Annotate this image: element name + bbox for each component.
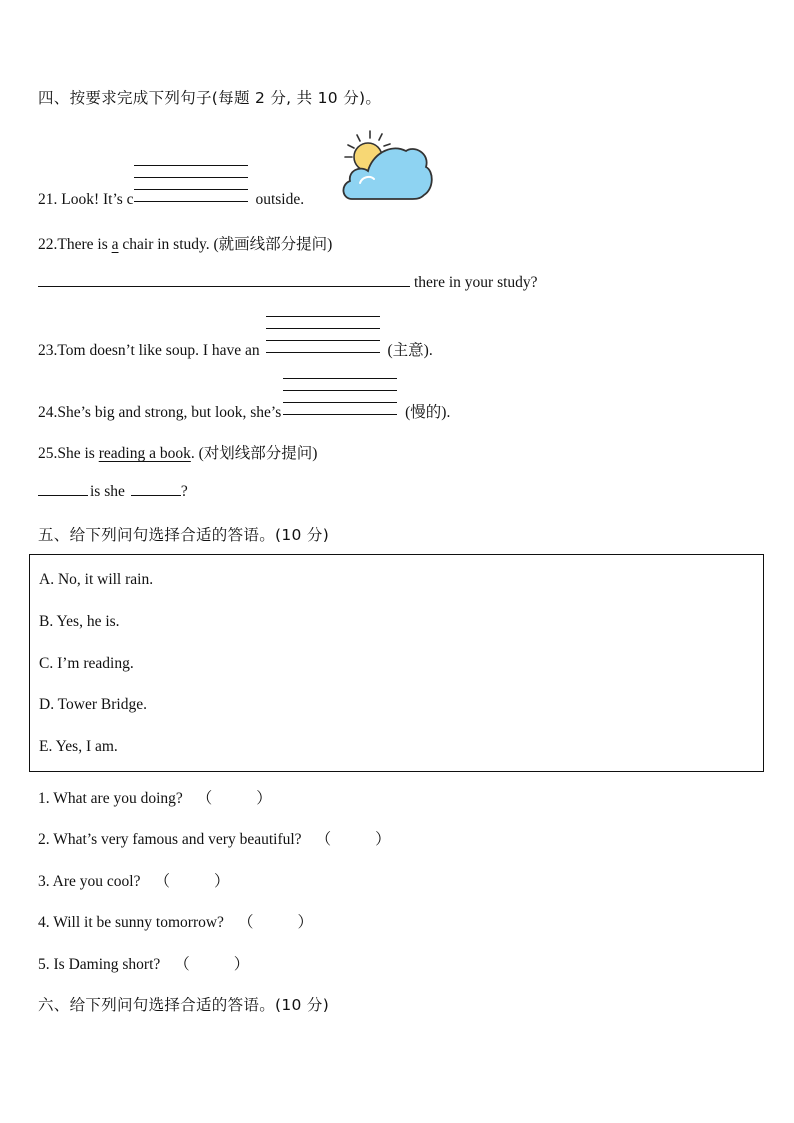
q22-underlined-word: a — [111, 236, 119, 253]
s5-q5-text: 5. Is Daming short? — [38, 956, 161, 973]
q25-text-pre: 25.She is — [38, 445, 99, 462]
section-4-title: 四、按要求完成下列句子(每题 2 分, 共 10 分)。 — [38, 89, 382, 107]
q23-text-pre: 23.Tom doesn’t like soup. I have an — [38, 342, 260, 359]
s5-question-4 — [38, 910, 313, 932]
q24-text-pre: 24.She’s big and strong, but look, she’s — [38, 404, 282, 421]
option-b: B. Yes, he is. — [39, 613, 120, 630]
q25-text-post: . (对划线部分提问) — [190, 445, 318, 462]
question-25-answer — [38, 483, 188, 501]
s5-q4-text: 4. Will it be sunny tomorrow? — [38, 914, 224, 931]
q25-answer-blank-1[interactable] — [38, 483, 88, 496]
s5-q2-answer-paren[interactable]: （ ） — [315, 831, 391, 848]
q22-answer-text: there in your study? — [414, 274, 538, 291]
option-a: A. No, it will rain. — [39, 571, 154, 588]
option-e: E. Yes, I am. — [39, 738, 118, 755]
s5-question-3 — [38, 869, 229, 891]
s5-q2-text: 2. What’s very famous and very beautiful? — [38, 831, 302, 848]
question-24 — [38, 400, 450, 422]
q25-answer-mid: is she — [90, 483, 125, 500]
q25-answer-blank-2[interactable] — [131, 483, 181, 496]
q23-text-post: (主意). — [387, 342, 433, 359]
option-d: D. Tower Bridge. — [39, 696, 147, 713]
q25-underlined-phrase: reading a book — [98, 445, 191, 462]
options-box — [29, 554, 764, 772]
q22-answer-blank[interactable] — [38, 274, 410, 287]
question-22 — [38, 232, 332, 254]
q24-answer-lines[interactable] — [283, 403, 397, 417]
question-21 — [38, 190, 304, 209]
question-22-answer — [38, 274, 538, 292]
section-6-title: 六、给下列问句选择合适的答语。(10 分) — [38, 996, 330, 1014]
s5-q3-text: 3. Are you cool? — [38, 873, 141, 890]
sun-behind-cloud-icon — [340, 127, 434, 205]
q25-answer-end: ? — [180, 483, 188, 500]
s5-q3-answer-paren[interactable]: （ ） — [154, 873, 230, 890]
q24-text-post: (慢的). — [405, 404, 451, 421]
q21-text-pre: 21. Look! It’s c — [38, 191, 134, 208]
q22-text-pre: 22.There is — [38, 236, 112, 253]
q21-text-post: outside. — [255, 191, 305, 208]
question-25 — [38, 441, 317, 463]
question-23 — [38, 338, 433, 360]
s5-question-2 — [38, 827, 391, 849]
section-5-title: 五、给下列问句选择合适的答语。(10 分) — [38, 526, 330, 544]
s5-q1-answer-paren[interactable]: （ ） — [196, 790, 272, 807]
s5-q4-answer-paren[interactable]: （ ） — [237, 914, 313, 931]
s5-q1-text: 1. What are you doing? — [38, 790, 183, 807]
q22-text-post: chair in study. (就画线部分提问) — [118, 236, 333, 253]
s5-q5-answer-paren[interactable]: （ ） — [174, 956, 250, 973]
option-c: C. I’m reading. — [39, 655, 134, 672]
s5-question-5 — [38, 952, 249, 974]
q21-answer-lines[interactable] — [134, 190, 248, 204]
s5-question-1 — [38, 786, 272, 808]
q23-answer-lines[interactable] — [266, 341, 380, 355]
